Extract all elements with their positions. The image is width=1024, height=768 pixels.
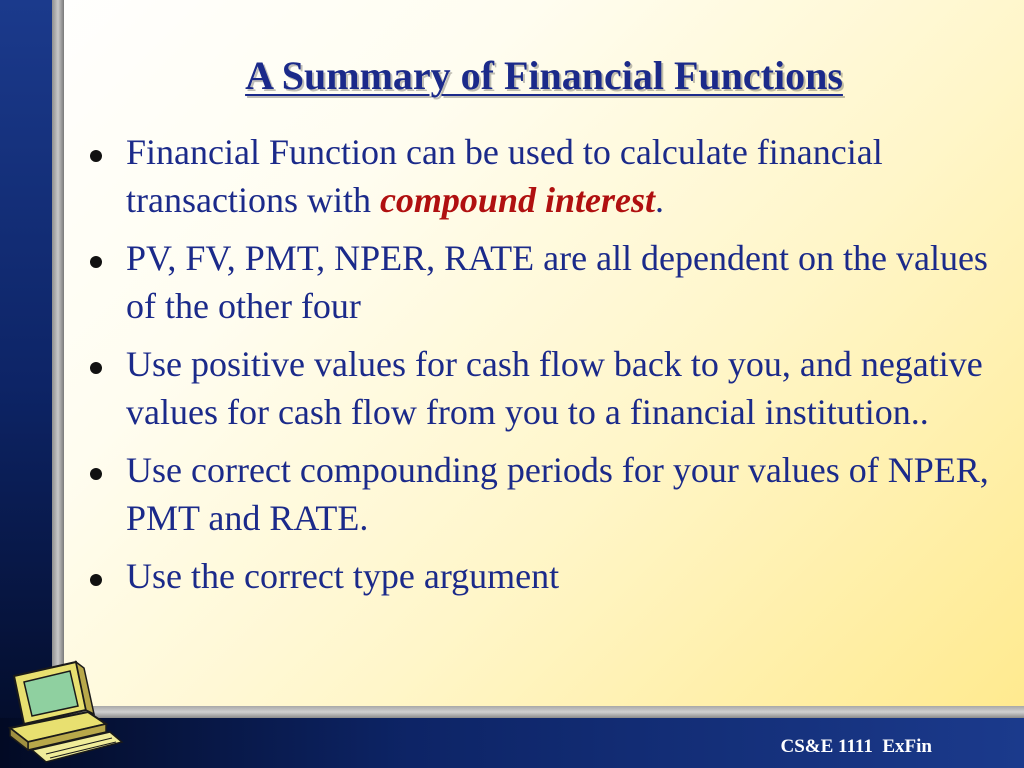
- bottom-divider-stripe: [52, 706, 1024, 718]
- bullet-item: [88, 128, 998, 224]
- bullet-text: Use correct compounding periods for your values of NPER, PMT and RATE.: [126, 450, 989, 538]
- bullet-text: PV, FV, PMT, NPER, RATE are all dependent on the values of the other four: [126, 238, 988, 326]
- bullet-list: [88, 128, 998, 610]
- bullet-text-end: .: [654, 180, 664, 220]
- bullet-dot-icon: [90, 468, 102, 480]
- computer-clipart-icon: [2, 658, 124, 764]
- bullet-item: [88, 340, 998, 436]
- left-divider-stripe: [52, 0, 64, 710]
- emphasis-text: compound interest: [379, 180, 655, 220]
- bullet-text: Use the correct type argument: [126, 556, 560, 596]
- slide-footer: CS&E 1111 ExFin: [780, 736, 932, 757]
- left-accent-bar: [0, 0, 52, 768]
- bullet-item: [88, 234, 998, 330]
- bullet-dot-icon: [90, 574, 102, 586]
- bullet-dot-icon: [90, 256, 102, 268]
- bullet-dot-icon: [90, 150, 102, 162]
- slide-title: A Summary of Financial Functions: [245, 53, 843, 98]
- bullet-text: Financial Function can be used to calculate financial transactions with: [126, 132, 883, 220]
- bullet-item: [88, 446, 998, 542]
- bullet-item: [88, 552, 998, 600]
- bullet-text: Use positive values for cash flow back to you, and negative values for cash flow from you to a financial institution..: [126, 344, 983, 432]
- bullet-dot-icon: [90, 362, 102, 374]
